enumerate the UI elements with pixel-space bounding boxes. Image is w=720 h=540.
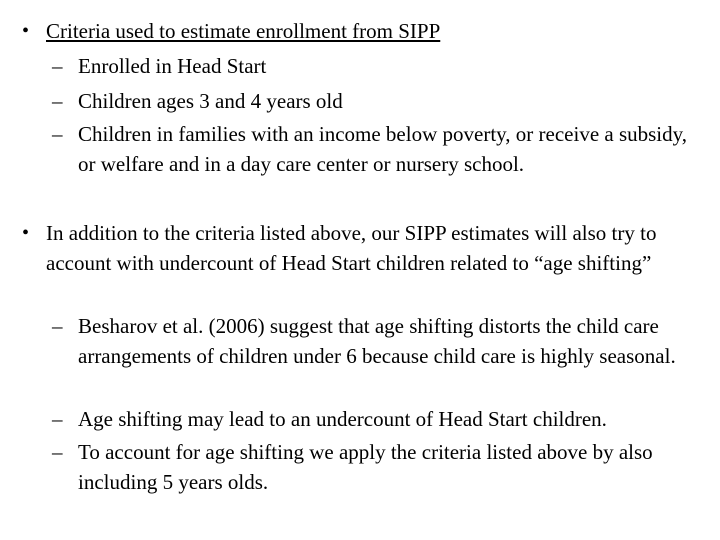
sub-bullet-ages <box>52 86 702 116</box>
sub-bullet-text: To account for age shifting we apply the criteria listed above by also including 5 years olds. <box>78 440 653 494</box>
sub-bullet-text: Children ages 3 and 4 years old <box>78 89 343 113</box>
sub-bullet-text: Enrolled in Head Start <box>78 54 267 78</box>
dash-mark: – <box>52 407 63 431</box>
sub-bullet-account <box>52 437 712 497</box>
sub-bullet-text: Age shifting may lead to an undercount of Head Start children. <box>78 407 607 431</box>
bullet-mark: • <box>22 222 30 244</box>
dash-mark: – <box>52 89 63 113</box>
bullet-text: In addition to the criteria listed above, our SIPP estimates will also try to account with undercount of Head Start children related to “age shifting” <box>46 221 657 275</box>
sub-bullet-enrolled <box>52 51 702 81</box>
bullet-mark: • <box>22 20 30 42</box>
bullet-age-shifting <box>22 218 702 278</box>
bullet-criteria <box>22 16 702 46</box>
sub-bullet-besharov <box>52 311 712 371</box>
bullet-text: Criteria used to estimate enrollment from SIPP <box>46 19 441 43</box>
sub-bullet-text: Besharov et al. (2006) suggest that age shifting distorts the child care arrangements of children under 6 because child care is highly seasonal. <box>78 314 676 368</box>
sub-bullet-undercount <box>52 404 712 434</box>
sub-bullet-text: Children in families with an income below poverty, or receive a subsidy, or welfare and in a day care center or nursery school. <box>78 122 688 176</box>
dash-mark: – <box>52 314 63 338</box>
dash-mark: – <box>52 440 63 464</box>
dash-mark: – <box>52 122 63 146</box>
sub-bullet-income <box>52 119 712 179</box>
dash-mark: – <box>52 54 63 78</box>
